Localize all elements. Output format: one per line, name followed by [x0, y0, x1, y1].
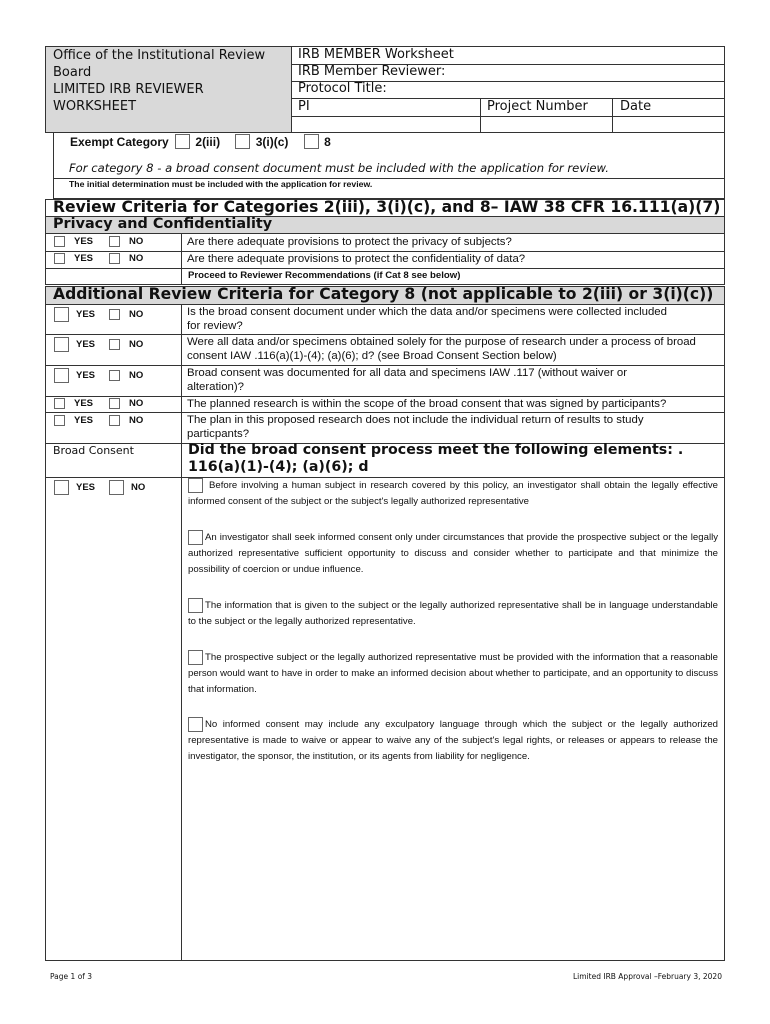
s2-q2-no-checkbox[interactable]	[109, 339, 120, 350]
s2-q5-text: The plan in this proposed research does not include the individual return of results to study particpants?	[187, 414, 644, 440]
exempt-8-label: 8	[324, 134, 331, 149]
broad-no-checkbox[interactable]	[109, 480, 124, 495]
s2-q4-text: The planned research is within the scope of the broad consent that was signed by participants?	[187, 398, 667, 410]
exempt-note-bold: The initial determination must be included with the application for review.	[69, 179, 373, 189]
s2-q4-no-checkbox[interactable]	[109, 398, 120, 409]
exempt-3ic-label: 3(i)(c)	[255, 134, 289, 149]
project-number-label: Project Number	[487, 99, 588, 114]
s2-q3-yes-checkbox[interactable]	[54, 368, 69, 383]
broad-yes-no: YES NO	[54, 480, 145, 495]
broad-element-3-checkbox[interactable]	[188, 598, 203, 613]
footer-approval-date: Limited IRB Approval –February 3, 2020	[573, 972, 722, 981]
broad-consent-heading: Did the broad consent process meet the following elements: . 116(a)(1)-(4); (a)(6); d	[188, 442, 684, 475]
s1-q2-text: Are there adequate provisions to protect the confidentiality of data?	[187, 253, 526, 265]
broad-element-2: An investigator shall seek informed consent only under circumstances that provide the prospective subject or the legally authorized representative sufficient opportunity to discuss and consider whether to participate and that minimize the possibility of coercion or undue influence.	[188, 530, 718, 579]
s2-q1-no-checkbox[interactable]	[109, 309, 120, 320]
s2-q4-yes-no: YES NO	[54, 398, 143, 409]
s2-q2-text: Were all data and/or specimens obtained solely for the purpose of research under a process of broad consent IAW .116(a)(1)-(4); (a)(6); d? (see Broad Consent Section below)	[187, 336, 696, 362]
exempt-note-italic: For category 8 - a broad consent document must be included with the application for review.	[69, 161, 609, 175]
date-label: Date	[620, 99, 652, 114]
section1-subtitle: Privacy and Confidentiality	[53, 216, 273, 232]
exempt-8-checkbox[interactable]	[304, 134, 319, 149]
worksheet-title: IRB MEMBER Worksheet	[298, 47, 454, 62]
broad-element-1-checkbox[interactable]	[188, 478, 203, 493]
s1-q2-no-checkbox[interactable]	[109, 253, 120, 264]
broad-element-4-checkbox[interactable]	[188, 650, 203, 665]
s2-q3-text: Broad consent was documented for all data and specimens IAW .117 (without waiver or alteration)?	[187, 367, 628, 393]
s2-q2-yes-no: YES NO	[54, 337, 143, 352]
broad-element-4: The prospective subject or the legally authorized representative must be provided with the information that a reasonable person would want to have in order to make an informed decision about whether to participate, and an opportunity to discuss that information.	[188, 650, 718, 699]
broad-element-5: No informed consent may include any exculpatory language through which the subject or the legally authorized representative is made to waive or appear to waive any of the subject's legal rights, or releases or appears to release the investigator, the sponsor, the institution, or its agents from liability for negligence.	[188, 717, 718, 766]
exempt-category-row	[70, 134, 331, 149]
broad-element-2-checkbox[interactable]	[188, 530, 203, 545]
s2-q3-yes-no: YES NO	[54, 368, 143, 383]
s1-q1-text: Are there adequate provisions to protect the privacy of subjects?	[187, 236, 512, 248]
office-title: Office of the Institutional Review Board LIMITED IRB REVIEWER WORKSHEET	[53, 48, 266, 114]
s2-q1-yes-checkbox[interactable]	[54, 307, 69, 322]
footer-page-number: Page 1 of 3	[50, 972, 93, 981]
broad-element-3: The information that is given to the subject or the legally authorized representative shall be in language understandable to the subject or the legally authorized representative.	[188, 598, 718, 630]
s2-q5-no-checkbox[interactable]	[109, 415, 120, 426]
exempt-3ic-checkbox[interactable]	[235, 134, 250, 149]
pi-label: PI	[298, 99, 310, 114]
s1-q1-yes-no: YES NO	[54, 236, 143, 247]
s2-q4-yes-checkbox[interactable]	[54, 398, 65, 409]
exempt-category-label: Exempt Category	[70, 134, 169, 149]
s2-q1-yes-no: YES NO	[54, 307, 143, 322]
s1-q1-yes-checkbox[interactable]	[54, 236, 65, 247]
exempt-2iii-checkbox[interactable]	[175, 134, 190, 149]
s1-q1-no-checkbox[interactable]	[109, 236, 120, 247]
s2-q5-yes-checkbox[interactable]	[54, 415, 65, 426]
s1-q2-yes-no: YES NO	[54, 253, 143, 264]
s1-proceed-note: Proceed to Reviewer Recommendations (if Cat 8 see below)	[188, 270, 461, 281]
s1-q2-yes-checkbox[interactable]	[54, 253, 65, 264]
protocol-title-label: Protocol Title:	[298, 81, 387, 96]
exempt-2iii-label: 2(iii)	[195, 134, 221, 149]
broad-element-1: Before involving a human subject in research covered by this policy, an investigator shall obtain the legally effective informed consent of the subject or the subject's legally authorized representative	[188, 478, 718, 510]
s2-q2-yes-checkbox[interactable]	[54, 337, 69, 352]
s2-q3-no-checkbox[interactable]	[109, 370, 120, 381]
broad-element-5-checkbox[interactable]	[188, 717, 203, 732]
s2-q5-yes-no: YES NO	[54, 415, 143, 426]
section1-title: Review Criteria for Categories 2(iii), 3(i)(c), and 8– IAW 38 CFR 16.111(a)(7)	[53, 198, 721, 216]
member-reviewer-label: IRB Member Reviewer:	[298, 64, 446, 79]
section2-title: Additional Review Criteria for Category 8 (not applicable to 2(iii) or 3(i)(c))	[53, 285, 714, 303]
s2-q1-text: Is the broad consent document under which the data and/or specimens were collected included for review?	[187, 306, 667, 332]
broad-consent-label: Broad Consent	[53, 444, 134, 457]
broad-yes-checkbox[interactable]	[54, 480, 69, 495]
